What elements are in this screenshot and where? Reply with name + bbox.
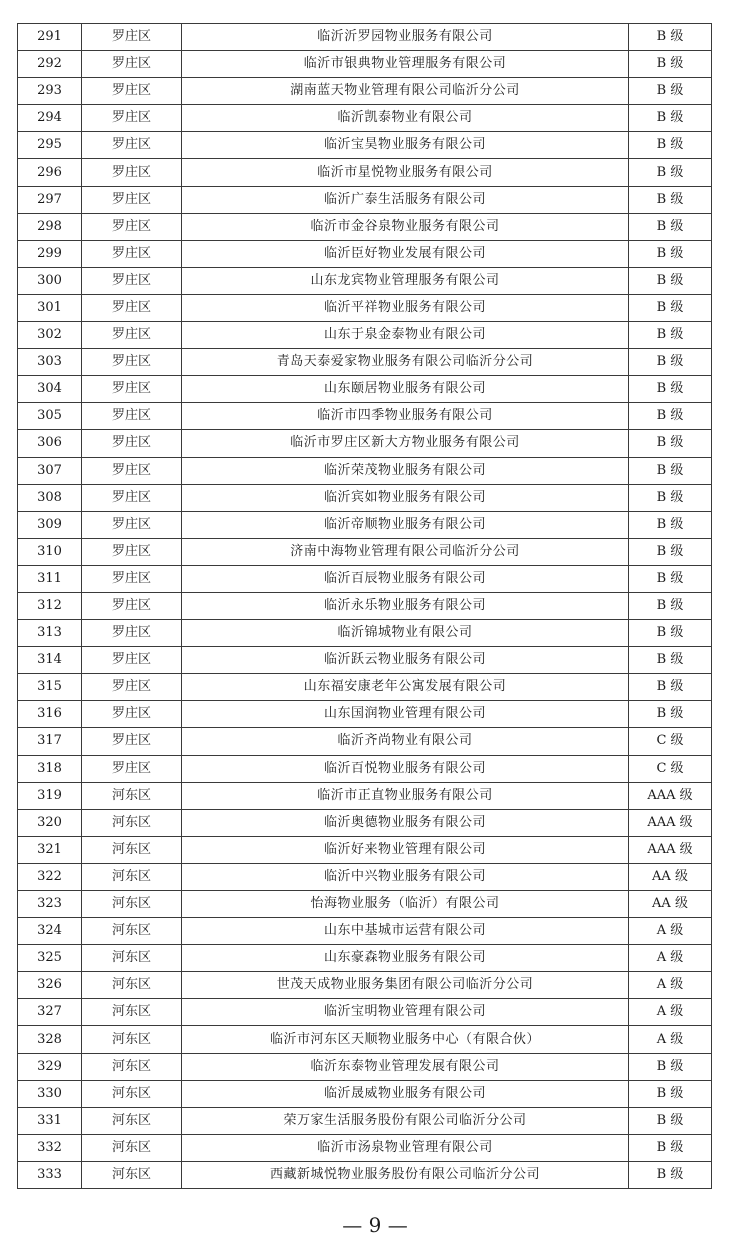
grade-cell: B 级: [629, 1134, 712, 1161]
company-name-cell: 临沂宾如物业服务有限公司: [182, 484, 629, 511]
row-number-cell: 294: [18, 105, 82, 132]
district-cell: 罗庄区: [82, 592, 182, 619]
company-name-cell: 世茂天成物业服务集团有限公司临沂分公司: [182, 972, 629, 999]
company-name-cell: 青岛天泰爱家物业服务有限公司临沂分公司: [182, 349, 629, 376]
company-name-cell: 临沂锦城物业有限公司: [182, 620, 629, 647]
row-number-cell: 303: [18, 349, 82, 376]
row-number-cell: 323: [18, 891, 82, 918]
table-row: [18, 945, 712, 972]
row-number-cell: 295: [18, 132, 82, 159]
row-number-cell: 308: [18, 484, 82, 511]
table-row: [18, 755, 712, 782]
district-cell: 河东区: [82, 1026, 182, 1053]
company-name-cell: 山东龙宾物业管理服务有限公司: [182, 267, 629, 294]
company-name-cell: 临沂百悦物业服务有限公司: [182, 755, 629, 782]
grade-cell: A 级: [629, 945, 712, 972]
district-cell: 河东区: [82, 1080, 182, 1107]
table-row: [18, 24, 712, 51]
company-name-cell: 临沂市银典物业管理服务有限公司: [182, 51, 629, 78]
company-name-cell: 临沂市正直物业服务有限公司: [182, 782, 629, 809]
district-cell: 罗庄区: [82, 457, 182, 484]
table-row: [18, 457, 712, 484]
district-cell: 罗庄区: [82, 565, 182, 592]
district-cell: 罗庄区: [82, 403, 182, 430]
grade-cell: B 级: [629, 484, 712, 511]
company-name-cell: 山东中基城市运营有限公司: [182, 918, 629, 945]
table-row: [18, 972, 712, 999]
grade-cell: AA 级: [629, 863, 712, 890]
district-cell: 罗庄区: [82, 376, 182, 403]
row-number-cell: 302: [18, 322, 82, 349]
table-row: [18, 349, 712, 376]
row-number-cell: 297: [18, 186, 82, 213]
table-row: [18, 213, 712, 240]
row-number-cell: 298: [18, 213, 82, 240]
row-number-cell: 325: [18, 945, 82, 972]
company-name-cell: 临沂凯泰物业有限公司: [182, 105, 629, 132]
table-row: [18, 592, 712, 619]
grade-cell: C 级: [629, 755, 712, 782]
table-row: [18, 782, 712, 809]
district-cell: 罗庄区: [82, 78, 182, 105]
company-name-cell: 山东于泉金泰物业有限公司: [182, 322, 629, 349]
grade-cell: B 级: [629, 538, 712, 565]
table-row: [18, 701, 712, 728]
grade-cell: AAA 级: [629, 836, 712, 863]
table-row: [18, 863, 712, 890]
district-cell: 河东区: [82, 1107, 182, 1134]
grade-cell: B 级: [629, 159, 712, 186]
district-cell: 河东区: [82, 972, 182, 999]
grade-cell: B 级: [629, 1161, 712, 1188]
table-row: [18, 105, 712, 132]
row-number-cell: 330: [18, 1080, 82, 1107]
row-number-cell: 301: [18, 294, 82, 321]
company-name-cell: 临沂跃云物业服务有限公司: [182, 647, 629, 674]
table-row: [18, 918, 712, 945]
district-cell: 罗庄区: [82, 267, 182, 294]
grade-cell: B 级: [629, 647, 712, 674]
row-number-cell: 318: [18, 755, 82, 782]
company-name-cell: 临沂晟威物业服务有限公司: [182, 1080, 629, 1107]
district-cell: 罗庄区: [82, 430, 182, 457]
company-name-cell: 怡海物业服务（临沂）有限公司: [182, 891, 629, 918]
row-number-cell: 291: [18, 24, 82, 51]
company-name-cell: 临沂市四季物业服务有限公司: [182, 403, 629, 430]
grade-cell: A 级: [629, 918, 712, 945]
grade-cell: AAA 级: [629, 782, 712, 809]
company-name-cell: 济南中海物业管理有限公司临沂分公司: [182, 538, 629, 565]
table-row: [18, 1161, 712, 1188]
grade-cell: C 级: [629, 728, 712, 755]
row-number-cell: 333: [18, 1161, 82, 1188]
district-cell: 河东区: [82, 1134, 182, 1161]
grade-cell: A 级: [629, 1026, 712, 1053]
table-row: [18, 1080, 712, 1107]
grade-cell: B 级: [629, 457, 712, 484]
row-number-cell: 316: [18, 701, 82, 728]
row-number-cell: 317: [18, 728, 82, 755]
row-number-cell: 305: [18, 403, 82, 430]
district-cell: 河东区: [82, 999, 182, 1026]
district-cell: 河东区: [82, 1161, 182, 1188]
table-row: [18, 294, 712, 321]
row-number-cell: 326: [18, 972, 82, 999]
grade-cell: B 级: [629, 592, 712, 619]
row-number-cell: 324: [18, 918, 82, 945]
grade-cell: B 级: [629, 78, 712, 105]
district-cell: 罗庄区: [82, 674, 182, 701]
grade-cell: A 级: [629, 972, 712, 999]
company-name-cell: 临沂市罗庄区新大方物业服务有限公司: [182, 430, 629, 457]
company-name-cell: 湖南蓝天物业管理有限公司临沂分公司: [182, 78, 629, 105]
grade-cell: B 级: [629, 294, 712, 321]
company-name-cell: 临沂广泰生活服务有限公司: [182, 186, 629, 213]
table-row: [18, 430, 712, 457]
row-number-cell: 292: [18, 51, 82, 78]
grade-cell: B 级: [629, 1080, 712, 1107]
row-number-cell: 307: [18, 457, 82, 484]
table-row: [18, 674, 712, 701]
row-number-cell: 296: [18, 159, 82, 186]
table-row: [18, 78, 712, 105]
table-row: [18, 159, 712, 186]
company-name-cell: 临沂荣茂物业服务有限公司: [182, 457, 629, 484]
table-row: [18, 511, 712, 538]
table-row: [18, 728, 712, 755]
company-name-cell: 山东颐居物业服务有限公司: [182, 376, 629, 403]
row-number-cell: 300: [18, 267, 82, 294]
table-row: [18, 809, 712, 836]
district-cell: 河东区: [82, 836, 182, 863]
district-cell: 罗庄区: [82, 51, 182, 78]
company-name-cell: 临沂臣好物业发展有限公司: [182, 240, 629, 267]
company-name-cell: 临沂东泰物业管理发展有限公司: [182, 1053, 629, 1080]
table-row: [18, 999, 712, 1026]
company-name-cell: 临沂市金谷泉物业服务有限公司: [182, 213, 629, 240]
district-cell: 河东区: [82, 782, 182, 809]
district-cell: 河东区: [82, 945, 182, 972]
company-name-cell: 山东豪森物业服务有限公司: [182, 945, 629, 972]
district-cell: 罗庄区: [82, 159, 182, 186]
grade-cell: B 级: [629, 132, 712, 159]
table-row: [18, 836, 712, 863]
company-name-cell: 临沂齐尚物业有限公司: [182, 728, 629, 755]
table-row: [18, 1053, 712, 1080]
company-name-cell: 西藏新城悦物业服务股份有限公司临沂分公司: [182, 1161, 629, 1188]
district-cell: 河东区: [82, 1053, 182, 1080]
company-name-cell: 荣万家生活服务股份有限公司临沂分公司: [182, 1107, 629, 1134]
district-cell: 罗庄区: [82, 647, 182, 674]
row-number-cell: 309: [18, 511, 82, 538]
district-cell: 罗庄区: [82, 511, 182, 538]
table-row: [18, 267, 712, 294]
grade-cell: B 级: [629, 51, 712, 78]
table-row: [18, 403, 712, 430]
district-cell: 河东区: [82, 918, 182, 945]
grade-cell: B 级: [629, 240, 712, 267]
district-cell: 罗庄区: [82, 484, 182, 511]
district-cell: 罗庄区: [82, 132, 182, 159]
district-cell: 罗庄区: [82, 701, 182, 728]
table-row: [18, 1107, 712, 1134]
row-number-cell: 329: [18, 1053, 82, 1080]
table-row: [18, 1134, 712, 1161]
grade-cell: B 级: [629, 267, 712, 294]
table-row: [18, 620, 712, 647]
rating-table-body: [18, 24, 712, 1189]
table-row: [18, 132, 712, 159]
row-number-cell: 311: [18, 565, 82, 592]
table-row: [18, 891, 712, 918]
company-name-cell: 临沂百辰物业服务有限公司: [182, 565, 629, 592]
district-cell: 罗庄区: [82, 620, 182, 647]
district-cell: 河东区: [82, 863, 182, 890]
grade-cell: AAA 级: [629, 809, 712, 836]
company-name-cell: 山东国润物业管理有限公司: [182, 701, 629, 728]
table-row: [18, 1026, 712, 1053]
grade-cell: B 级: [629, 620, 712, 647]
table-row: [18, 538, 712, 565]
row-number-cell: 299: [18, 240, 82, 267]
table-row: [18, 186, 712, 213]
grade-cell: B 级: [629, 322, 712, 349]
rating-table: [17, 23, 712, 1189]
district-cell: 河东区: [82, 891, 182, 918]
district-cell: 罗庄区: [82, 105, 182, 132]
district-cell: 罗庄区: [82, 322, 182, 349]
row-number-cell: 320: [18, 809, 82, 836]
company-name-cell: 临沂奥德物业服务有限公司: [182, 809, 629, 836]
grade-cell: B 级: [629, 674, 712, 701]
table-row: [18, 647, 712, 674]
company-name-cell: 临沂宝明物业管理有限公司: [182, 999, 629, 1026]
district-cell: 罗庄区: [82, 728, 182, 755]
district-cell: 罗庄区: [82, 294, 182, 321]
grade-cell: B 级: [629, 24, 712, 51]
company-name-cell: 临沂市河东区天顺物业服务中心（有限合伙）: [182, 1026, 629, 1053]
row-number-cell: 315: [18, 674, 82, 701]
row-number-cell: 328: [18, 1026, 82, 1053]
row-number-cell: 306: [18, 430, 82, 457]
row-number-cell: 314: [18, 647, 82, 674]
district-cell: 罗庄区: [82, 186, 182, 213]
grade-cell: B 级: [629, 186, 712, 213]
page-number: — 9 —: [342, 1213, 408, 1237]
grade-cell: B 级: [629, 376, 712, 403]
company-name-cell: 山东福安康老年公寓发展有限公司: [182, 674, 629, 701]
row-number-cell: 331: [18, 1107, 82, 1134]
row-number-cell: 312: [18, 592, 82, 619]
table-row: [18, 565, 712, 592]
company-name-cell: 临沂市汤泉物业管理有限公司: [182, 1134, 629, 1161]
grade-cell: B 级: [629, 1053, 712, 1080]
grade-cell: B 级: [629, 430, 712, 457]
grade-cell: B 级: [629, 213, 712, 240]
grade-cell: B 级: [629, 403, 712, 430]
company-name-cell: 临沂宝昊物业服务有限公司: [182, 132, 629, 159]
company-name-cell: 临沂市星悦物业服务有限公司: [182, 159, 629, 186]
district-cell: 罗庄区: [82, 240, 182, 267]
row-number-cell: 293: [18, 78, 82, 105]
grade-cell: B 级: [629, 701, 712, 728]
district-cell: 罗庄区: [82, 213, 182, 240]
grade-cell: B 级: [629, 349, 712, 376]
district-cell: 河东区: [82, 809, 182, 836]
table-row: [18, 484, 712, 511]
company-name-cell: 临沂沂罗园物业服务有限公司: [182, 24, 629, 51]
table-row: [18, 376, 712, 403]
district-cell: 罗庄区: [82, 538, 182, 565]
row-number-cell: 310: [18, 538, 82, 565]
table-row: [18, 240, 712, 267]
district-cell: 罗庄区: [82, 755, 182, 782]
grade-cell: AA 级: [629, 891, 712, 918]
row-number-cell: 319: [18, 782, 82, 809]
row-number-cell: 322: [18, 863, 82, 890]
row-number-cell: 332: [18, 1134, 82, 1161]
row-number-cell: 321: [18, 836, 82, 863]
company-name-cell: 临沂平祥物业服务有限公司: [182, 294, 629, 321]
district-cell: 罗庄区: [82, 349, 182, 376]
grade-cell: B 级: [629, 565, 712, 592]
grade-cell: B 级: [629, 1107, 712, 1134]
grade-cell: B 级: [629, 511, 712, 538]
row-number-cell: 304: [18, 376, 82, 403]
table-row: [18, 322, 712, 349]
grade-cell: A 级: [629, 999, 712, 1026]
company-name-cell: 临沂帝顺物业服务有限公司: [182, 511, 629, 538]
table-row: [18, 51, 712, 78]
grade-cell: B 级: [629, 105, 712, 132]
row-number-cell: 327: [18, 999, 82, 1026]
district-cell: 罗庄区: [82, 24, 182, 51]
company-name-cell: 临沂好来物业管理有限公司: [182, 836, 629, 863]
company-name-cell: 临沂永乐物业服务有限公司: [182, 592, 629, 619]
row-number-cell: 313: [18, 620, 82, 647]
company-name-cell: 临沂中兴物业服务有限公司: [182, 863, 629, 890]
